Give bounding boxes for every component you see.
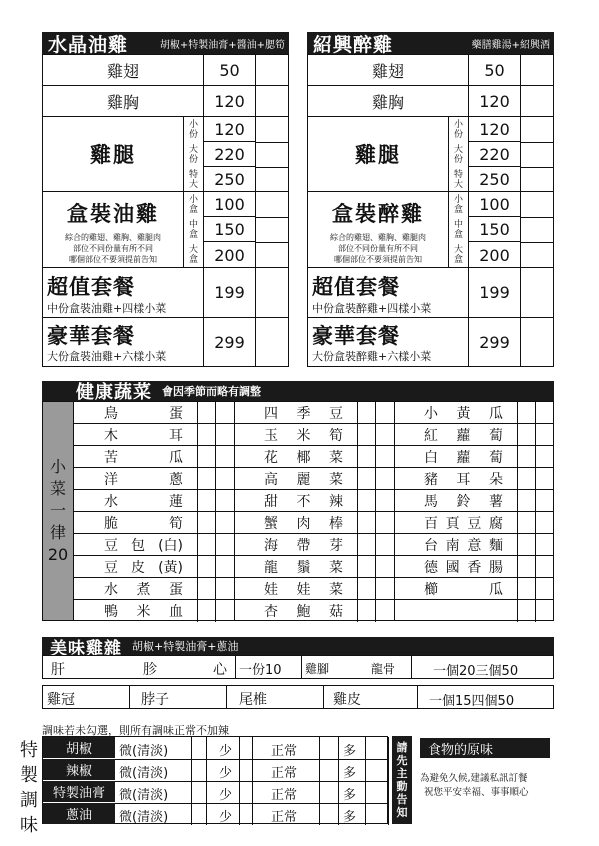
veg-item-name: 龍 鬚 菜 xyxy=(264,559,343,576)
veg-check-cell[interactable] xyxy=(215,490,234,512)
part-name: 龍骨 xyxy=(371,662,396,676)
item-name: 雞腿 xyxy=(90,143,136,167)
item-price: 299 xyxy=(203,318,255,366)
item-price: 150 xyxy=(204,217,255,242)
item-name: 雞胸 xyxy=(371,92,404,112)
menu-row xyxy=(308,192,553,268)
item-price: 199 xyxy=(203,268,255,317)
item-price: 100 xyxy=(469,192,520,217)
note-line: 哪個部位不要須提前告知 xyxy=(69,255,157,264)
promo-title-text: 食物的原味 xyxy=(428,742,494,758)
item-price: 50 xyxy=(203,55,255,85)
veg-check-cell[interactable] xyxy=(517,534,535,556)
item-price: 150 xyxy=(469,217,520,242)
side-char: 調 xyxy=(20,790,38,811)
chicken-wine-table xyxy=(307,54,554,367)
veg-item xyxy=(394,402,517,424)
chicken-oil-subtitle: 胡椒+特製油膏+醬油+腮筍 xyxy=(159,39,285,51)
veg-item xyxy=(234,512,357,534)
order-cell[interactable] xyxy=(255,192,288,267)
veg-check-cell[interactable] xyxy=(357,468,375,490)
part-name: 肝 xyxy=(51,662,65,678)
menu-row xyxy=(308,86,553,117)
part-name: 雞冠 xyxy=(47,692,75,708)
veg-item-name: 馬 鈴 薯 xyxy=(424,493,503,510)
remind-char: 告 xyxy=(396,793,408,806)
note-line: 綜合的雞翅、雞胸、雞腿肉 xyxy=(65,233,161,242)
size-label: 大盒 xyxy=(454,245,464,265)
veg-subtitle: 會因季節而略有調整 xyxy=(162,385,261,398)
sauce-check-box[interactable] xyxy=(365,803,389,825)
set-desc: 大份盒裝油雞+六樣小菜 xyxy=(47,350,167,363)
veg-check-cell[interactable] xyxy=(357,512,375,534)
veg-item xyxy=(74,534,197,556)
veg-item-name: 豆 皮 (黃) xyxy=(104,559,183,576)
veg-check-cell[interactable] xyxy=(197,490,215,512)
veg-check-cell[interactable] xyxy=(357,578,375,600)
item-price: 50 xyxy=(468,55,520,85)
veg-grid xyxy=(74,402,553,620)
veg-check-cell[interactable] xyxy=(215,446,234,468)
veg-item-name: 苦 瓜 xyxy=(104,449,183,466)
chicken-wine-header xyxy=(307,32,554,54)
remind-char: 動 xyxy=(396,780,408,793)
item-name: 雞翅 xyxy=(106,61,139,81)
veg-item xyxy=(234,578,357,600)
veg-check-cell[interactable] xyxy=(517,556,535,578)
promo-line: 祝您平安幸福、事事順心 xyxy=(424,787,529,798)
sauce-level: 少 xyxy=(219,788,233,803)
sauce-level: 微(清淡) xyxy=(119,766,169,781)
order-cell[interactable] xyxy=(255,117,288,191)
veg-item-name: 紅 蘿 蔔 xyxy=(424,427,503,444)
veg-check-cell[interactable] xyxy=(375,402,394,424)
veg-check-cell[interactable] xyxy=(375,512,394,534)
veg-item xyxy=(234,468,357,490)
veg-item-name: 水 蓮 xyxy=(104,493,183,510)
veg-item xyxy=(74,512,197,534)
item-price: 100 xyxy=(204,192,255,217)
set-desc: 中份盒裝醉雞+四樣小菜 xyxy=(312,302,432,315)
veg-check-cell[interactable] xyxy=(517,402,535,424)
size-label: 大份 xyxy=(189,145,199,165)
veg-item-name: 脆 筍 xyxy=(104,515,183,532)
sauce-check-box[interactable] xyxy=(239,759,253,781)
veg-check-cell[interactable] xyxy=(517,490,535,512)
veg-item xyxy=(74,468,197,490)
part-price: 一個15四個50 xyxy=(429,694,515,709)
promo-title xyxy=(420,738,550,758)
menu-row xyxy=(43,318,288,366)
sauce-check-box[interactable] xyxy=(191,759,207,781)
item-price: 120 xyxy=(468,86,520,116)
veg-check-cell[interactable] xyxy=(357,600,375,622)
veg-item-name: 櫛 瓜 xyxy=(424,581,503,598)
item-price: 220 xyxy=(204,142,255,167)
veg-check-cell[interactable] xyxy=(357,446,375,468)
veg-check-cell[interactable] xyxy=(357,402,375,424)
veg-check-cell[interactable] xyxy=(375,424,394,446)
boxed-note xyxy=(308,232,448,265)
sauce-level: 少 xyxy=(219,810,233,825)
veg-item xyxy=(74,490,197,512)
sauce-check-box[interactable] xyxy=(191,781,207,803)
size-label: 特大 xyxy=(454,170,464,190)
veg-check-cell[interactable] xyxy=(535,490,554,512)
veg-item-name: 洋 蔥 xyxy=(104,471,183,488)
veg-check-cell[interactable] xyxy=(197,446,215,468)
item-name: 超值套餐 xyxy=(47,275,135,299)
veg-item xyxy=(74,600,197,622)
sauce-name: 蔥油 xyxy=(43,803,115,825)
menu-row xyxy=(43,117,288,192)
chicken-oil-table xyxy=(42,54,289,367)
order-cell[interactable] xyxy=(520,268,553,317)
part-price: 一個20三個50 xyxy=(433,664,519,679)
sauce-name: 胡椒 xyxy=(43,737,115,759)
veg-item-name: 蟹 肉 棒 xyxy=(264,515,343,532)
veg-item xyxy=(394,490,517,512)
veg-check-cell[interactable] xyxy=(215,578,234,600)
veg-item xyxy=(394,578,517,600)
item-name: 豪華套餐 xyxy=(47,324,135,348)
veg-check-cell[interactable] xyxy=(357,490,375,512)
sauce-check-box[interactable] xyxy=(365,759,389,781)
order-cell[interactable] xyxy=(520,192,553,267)
veg-item-name: 德 國 香 腸 xyxy=(424,559,503,576)
veg-check-cell[interactable] xyxy=(215,402,234,424)
chicken-oil-title: 水晶油雞 xyxy=(48,33,129,56)
veg-item-name: 玉 米 筍 xyxy=(264,427,343,444)
sauce-check-box[interactable] xyxy=(239,803,253,825)
veg-item-name: 高 麗 菜 xyxy=(264,471,343,488)
veg-check-cell[interactable] xyxy=(517,578,535,600)
misc-header xyxy=(42,637,554,659)
part-name: 胗 xyxy=(143,662,157,678)
veg-check-cell[interactable] xyxy=(535,468,554,490)
misc-row-2 xyxy=(42,685,554,709)
sauce-check-box[interactable] xyxy=(191,737,207,759)
item-price: 299 xyxy=(468,318,520,366)
veg-item-name: 甜 不 辣 xyxy=(264,493,343,510)
veg-item xyxy=(234,534,357,556)
veg-item xyxy=(394,556,517,578)
veg-check-cell[interactable] xyxy=(535,578,554,600)
side-char: 製 xyxy=(20,765,38,786)
veg-item xyxy=(394,512,517,534)
size-label: 中盒 xyxy=(454,220,464,240)
remind-char: 主 xyxy=(396,767,408,780)
remind-char: 知 xyxy=(396,806,408,819)
veg-item-name: 海 帶 芽 xyxy=(264,537,343,554)
item-name: 雞腿 xyxy=(355,143,401,167)
veg-title: 健康蔬菜 xyxy=(76,382,152,403)
veg-item-name: 豬 耳 朵 xyxy=(424,471,503,488)
remind-box xyxy=(392,736,412,824)
sauce-check-box[interactable] xyxy=(319,759,339,781)
veg-check-cell[interactable] xyxy=(357,424,375,446)
veg-item-name: 百 頁 豆 腐 xyxy=(424,515,503,532)
menu-row xyxy=(43,192,288,268)
veg-item-name: 木 耳 xyxy=(104,427,183,444)
menu-row xyxy=(43,86,288,117)
sauce-level: 多 xyxy=(343,766,357,781)
sauce-side-label xyxy=(18,738,40,838)
sauce-level: 正常 xyxy=(271,766,298,781)
veg-check-cell[interactable] xyxy=(535,600,554,622)
veg-item xyxy=(74,402,197,424)
sauce-check-box[interactable] xyxy=(319,803,339,825)
sauce-level: 多 xyxy=(343,810,357,825)
sauce-level: 少 xyxy=(219,744,233,759)
order-cell[interactable] xyxy=(255,55,288,85)
veg-table xyxy=(42,401,554,621)
item-price: 200 xyxy=(479,245,510,265)
veg-check-cell[interactable] xyxy=(517,424,535,446)
veg-check-cell[interactable] xyxy=(375,468,394,490)
veg-check-cell[interactable] xyxy=(375,490,394,512)
item-price: 200 xyxy=(214,245,245,265)
veg-check-cell[interactable] xyxy=(375,600,394,622)
order-cell[interactable] xyxy=(520,117,553,191)
item-name: 豪華套餐 xyxy=(312,324,400,348)
veg-item-name: 白 蘿 蔔 xyxy=(424,449,503,466)
sauce-level: 正常 xyxy=(271,810,298,825)
veg-item-name: 四 季 豆 xyxy=(264,405,343,422)
part-name: 雞皮 xyxy=(333,692,361,708)
sauce-name: 特製油膏 xyxy=(43,781,115,803)
veg-check-cell[interactable] xyxy=(535,534,554,556)
veg-item-name: 小 黃 瓜 xyxy=(424,405,503,422)
sauce-level: 微(清淡) xyxy=(119,744,169,759)
sauce-level: 正常 xyxy=(271,788,298,803)
sauce-level: 多 xyxy=(343,744,357,759)
veg-check-cell[interactable] xyxy=(535,512,554,534)
misc-subtitle: 胡椒+特製油膏+蔥油 xyxy=(132,640,239,653)
size-label: 小盒 xyxy=(189,195,199,215)
side-char: 特 xyxy=(20,740,38,761)
veg-check-cell[interactable] xyxy=(197,424,215,446)
sauce-check-box[interactable] xyxy=(365,781,389,803)
order-cell[interactable] xyxy=(520,55,553,85)
veg-item-name: 花 椰 菜 xyxy=(264,449,343,466)
veg-check-cell[interactable] xyxy=(375,446,394,468)
veg-check-cell[interactable] xyxy=(197,402,215,424)
part-price: 一份10 xyxy=(239,663,282,678)
veg-item xyxy=(234,556,357,578)
veg-check-cell[interactable] xyxy=(215,556,234,578)
part-name: 雞腳 xyxy=(305,662,330,676)
veg-item-name: 鴨 米 血 xyxy=(104,604,183,620)
order-cell[interactable] xyxy=(520,86,553,116)
part-name: 脖子 xyxy=(141,692,169,708)
veg-check-cell[interactable] xyxy=(517,446,535,468)
sauce-level: 多 xyxy=(343,788,357,803)
chicken-oil-header xyxy=(42,32,289,54)
note-line: 部位不同份量有所不同 xyxy=(73,244,153,253)
order-cell[interactable] xyxy=(520,318,553,366)
order-cell[interactable] xyxy=(255,318,288,366)
side-char: 20 xyxy=(47,545,69,564)
note-line: 部位不同份量有所不同 xyxy=(338,244,418,253)
item-price: 120 xyxy=(469,117,520,142)
veg-check-cell[interactable] xyxy=(197,578,215,600)
veg-check-cell[interactable] xyxy=(517,512,535,534)
note-line: 哪個部位不要須提前告知 xyxy=(334,255,422,264)
veg-side-label xyxy=(43,402,73,620)
item-price: 199 xyxy=(468,268,520,317)
veg-header xyxy=(42,381,554,401)
veg-item xyxy=(74,424,197,446)
veg-item xyxy=(394,600,517,622)
veg-check-cell[interactable] xyxy=(197,468,215,490)
menu-row xyxy=(308,318,553,366)
sauce-check-box[interactable] xyxy=(191,803,207,825)
misc-title: 美味雞雜 xyxy=(50,638,122,659)
veg-check-cell[interactable] xyxy=(215,534,234,556)
veg-check-cell[interactable] xyxy=(357,556,375,578)
side-char: 小 xyxy=(49,457,66,476)
size-label: 中盒 xyxy=(189,220,199,240)
veg-check-cell[interactable] xyxy=(375,556,394,578)
sauce-check-box[interactable] xyxy=(239,781,253,803)
sauce-check-box[interactable] xyxy=(239,737,253,759)
item-name: 雞翅 xyxy=(371,61,404,81)
sauce-name: 辣椒 xyxy=(43,759,115,781)
item-name: 超值套餐 xyxy=(312,275,400,299)
sauce-level: 少 xyxy=(219,766,233,781)
sauce-check-box[interactable] xyxy=(365,737,389,759)
menu-row xyxy=(43,268,288,318)
veg-check-cell[interactable] xyxy=(215,424,234,446)
sauce-check-box[interactable] xyxy=(319,781,339,803)
veg-item xyxy=(234,424,357,446)
size-label: 小份 xyxy=(189,120,199,140)
item-price: 250 xyxy=(214,170,245,189)
boxed-note xyxy=(43,232,183,265)
sauce-notice: 調味若未勾選，則所有調味正常不加辣 xyxy=(42,724,229,737)
veg-check-cell[interactable] xyxy=(517,600,535,622)
size-label: 大盒 xyxy=(189,245,199,265)
remind-char: 請 xyxy=(396,741,408,754)
veg-check-cell[interactable] xyxy=(215,468,234,490)
part-name: 心 xyxy=(213,662,227,678)
item-price: 250 xyxy=(479,170,510,189)
veg-item xyxy=(74,578,197,600)
side-char: 一 xyxy=(49,501,66,520)
size-label: 小盒 xyxy=(454,195,464,215)
veg-check-cell[interactable] xyxy=(197,534,215,556)
veg-item-name: 豆 包 (白) xyxy=(104,537,183,554)
misc-row-1 xyxy=(42,655,554,679)
veg-check-cell[interactable] xyxy=(197,556,215,578)
remind-char: 先 xyxy=(396,754,408,767)
set-desc: 大份盒裝醉雞+六樣小菜 xyxy=(312,350,432,363)
size-label: 小份 xyxy=(454,120,464,140)
sauce-table xyxy=(42,736,388,824)
promo-line: 為避免久候,建議私訊訂餐 xyxy=(420,773,528,784)
veg-check-cell[interactable] xyxy=(375,534,394,556)
side-char: 律 xyxy=(49,523,66,542)
veg-check-cell[interactable] xyxy=(535,402,554,424)
side-char: 菜 xyxy=(49,479,66,498)
veg-item xyxy=(234,600,357,622)
sauce-level: 微(清淡) xyxy=(119,810,169,825)
veg-item-name: 台 南 意 麵 xyxy=(424,537,503,554)
item-name: 盒裝油雞 xyxy=(67,202,159,226)
size-label: 大份 xyxy=(454,145,464,165)
menu-row xyxy=(308,268,553,318)
menu-row xyxy=(308,117,553,192)
veg-item xyxy=(394,468,517,490)
veg-item xyxy=(394,424,517,446)
part-name: 尾椎 xyxy=(239,692,267,708)
veg-item xyxy=(394,446,517,468)
menu-row xyxy=(308,55,553,86)
veg-item xyxy=(234,402,357,424)
chicken-wine-subtitle: 藥膳雞湯+紹興酒 xyxy=(471,39,550,51)
note-line: 綜合的雞翅、雞胸、雞腿肉 xyxy=(330,233,426,242)
veg-item-name: 水 煮 蛋 xyxy=(104,581,183,598)
veg-check-cell[interactable] xyxy=(535,446,554,468)
item-price: 220 xyxy=(469,142,520,167)
sauce-level: 微(清淡) xyxy=(119,788,169,803)
veg-item-name: 娃 娃 菜 xyxy=(264,581,343,598)
veg-check-cell[interactable] xyxy=(215,512,234,534)
chicken-wine-title: 紹興醉雞 xyxy=(313,33,394,56)
veg-check-cell[interactable] xyxy=(215,600,234,622)
veg-check-cell[interactable] xyxy=(197,512,215,534)
veg-item xyxy=(234,446,357,468)
veg-item-name: 鳥 蛋 xyxy=(104,405,183,422)
size-label: 特大 xyxy=(189,170,199,190)
item-price: 120 xyxy=(203,86,255,116)
veg-item-name: 杏 鮑 菇 xyxy=(264,604,343,620)
set-desc: 中份盒裝油雞+四樣小菜 xyxy=(47,302,167,315)
veg-check-cell[interactable] xyxy=(535,556,554,578)
order-cell[interactable] xyxy=(255,268,288,317)
veg-check-cell[interactable] xyxy=(517,468,535,490)
item-name: 盒裝醉雞 xyxy=(332,202,424,226)
veg-check-cell[interactable] xyxy=(357,534,375,556)
veg-item xyxy=(74,556,197,578)
veg-check-cell[interactable] xyxy=(197,600,215,622)
veg-item xyxy=(394,534,517,556)
menu-row xyxy=(43,55,288,86)
veg-item xyxy=(74,446,197,468)
sauce-level: 正常 xyxy=(271,744,298,759)
order-cell[interactable] xyxy=(255,86,288,116)
veg-check-cell[interactable] xyxy=(535,424,554,446)
item-name: 雞胸 xyxy=(106,92,139,112)
item-price: 120 xyxy=(204,117,255,142)
side-char: 味 xyxy=(20,815,38,836)
veg-item xyxy=(234,490,357,512)
veg-check-cell[interactable] xyxy=(375,578,394,600)
sauce-check-box[interactable] xyxy=(319,737,339,759)
